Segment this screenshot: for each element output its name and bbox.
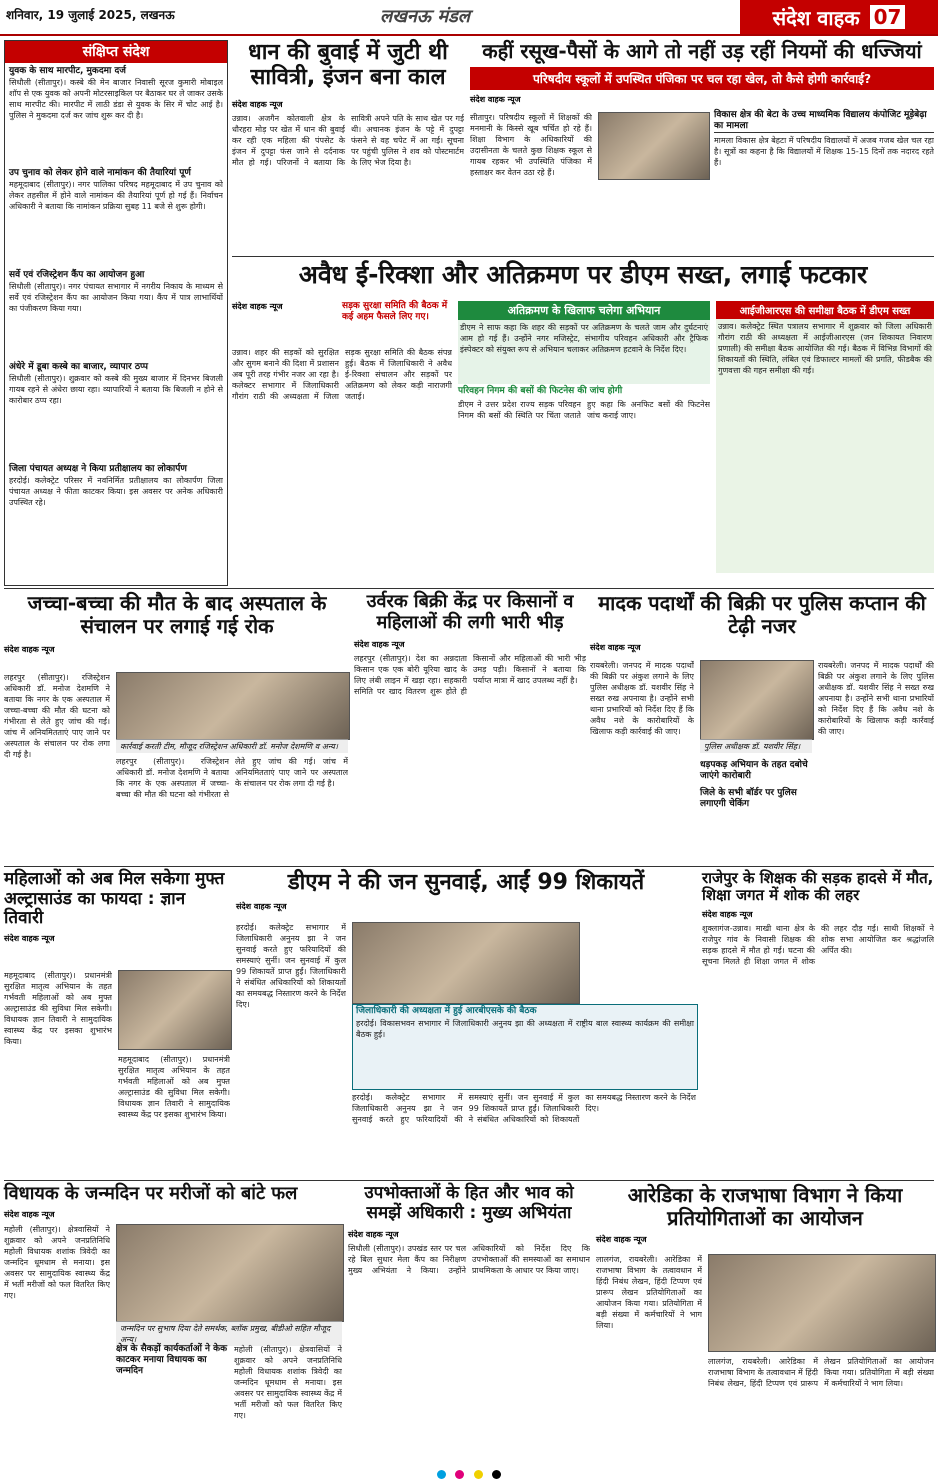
byline: संदेश वाहक न्यूज [348, 1230, 399, 1240]
brief-headline: जिला पंचायत अध्यक्ष ने किया प्रतीक्षालय का लोकार्पण [9, 464, 187, 474]
red-body: उन्नाव। कलेक्ट्रेट स्थित पत्रालय सभागार में शुक्रवार को जिला अधिकारी गौरांग राठी की अध्यक्षता में आईजीआरएस (जन शिकायत निवारण प्रणाली) की समीक्षा बैठक आयोजित की गई। बैठक में विभिन्न विभागों की शिकायतों की स्थिति, लंबित एवं डिफाल्टर मामलों की प्रगति, फीडबैक की गुणवत्ता की गहन समीक्षा की गई। [716, 319, 934, 573]
bullet-point: धड़पकड़ अभियान के तहत दबोचे जाएंगे कारोबारी [700, 760, 808, 781]
registration-marks [0, 1464, 938, 1477]
reg-dot [437, 1470, 446, 1479]
section-name: लखनऊ मंडल [380, 6, 470, 27]
headline: आरेडिका के राजभाषा विभाग ने किया प्रतियोगिताओं का आयोजन [627, 1183, 903, 1230]
reg-dot [455, 1470, 464, 1479]
box-title: विकास क्षेत्र की बेटा के उच्च माध्यमिक विद्यालय कंपोजिट मूड़ेबेढ़ा का मामला [714, 110, 934, 133]
story-body-cont: हरदोई। कलेक्ट्रेट सभागार में जिलाधिकारी अनुनय झा ने जन सुनवाई करते हुए फरियादियों की समस्याएं सुनीं। जन सुनवाई में कुल 99 शिकायतें प्राप्त हुईं। जिलाधिकारी ने संबंधित अधिकारियों को शिकायतों का समयबद्ध निस्तारण करने के निर्देश दिए। [352, 1093, 696, 1124]
brief-body: सिधौली (सीतापुर)। शुक्रवार को कस्बे की मुख्य बाजार में दिनभर बिजली गायब रहने से अंधेरा छाया रहा। व्यापारियों ने बताया कि बिजली न होने से कारोबार ठप्प रहा। [9, 374, 223, 405]
story-body: लहरपुर (सीतापुर)। रजिस्ट्रेशन अधिकारी डॉ. मनोज देशमणि ने बताया कि नगर के एक अस्पताल में जच्चा-बच्चा की मौत की घटना को गंभीरता से लेते हुए जांच की गई। जांच में अनियमितताएं पाए जाने पर अस्पताल के संचालन पर रोक लगा दी गई है। [4, 673, 110, 759]
photo-caption: जन्मदिन पर सुभाष दिया देते समर्थक, ब्लॉक प्रमुख, बीडीओ सहित मौजूद अन्य। [116, 1321, 342, 1346]
reg-dot [474, 1470, 483, 1479]
story-body: लालगंज, रायबरेली। आरेडिका में राजभाषा विभाग के तत्वावधान में हिंदी निबंध लेखन, हिंदी टिप्पण एवं प्रारूप लेखन प्रतियोगिताओं का आयोजन किया गया। प्रतियोगिता में बड़ी संख्या में कर्मचारियों ने भाग लिया। [596, 1255, 702, 1330]
green-body: डीएम ने साफ कहा कि शहर की सड़कों पर अतिक्रमण के चलते जाम और दुर्घटनाएं आम हो गई हैं। उन्होंने नगर मजिस्ट्रेट, संभागीय परिवहन अधिकारी और ट्रैफिक इंस्पेक्टर को संयुक्त रूप से अभियान चलाकर अतिक्रमण हटवाने के निर्देश दिए। [458, 320, 710, 384]
brief-headline: उप चुनाव को लेकर होने वाले नामांकन की तैयारियां पूर्ण [9, 168, 191, 178]
divider [4, 866, 934, 867]
story-photo [598, 112, 710, 180]
igrs-box [716, 301, 934, 581]
story-body: रायबरेली। जनपद में मादक पदार्थों की बिक्री पर अंकुश लगाने के लिए पुलिस अधीक्षक डॉ. यशवीर सिंह ने सख्त रुख अपनाया है। उन्होंने सभी थाना प्रभारियों को निर्देश दिए हैं कि अवैध नशे के कारोबारियों के खिलाफ कड़ी कार्रवाई की जाए। [590, 661, 694, 736]
byline: संदेश वाहक न्यूज [354, 640, 405, 650]
divider [4, 588, 934, 589]
headline: डीएम ने की जन सुनवाई, आईं 99 शिकायतें [287, 870, 645, 895]
pull-quote: सड़क सुरक्षा समिति की बैठक में कई अहम फैसले लिए गए। [342, 301, 448, 322]
headline-strip: परिषदीय स्कूलों में उपस्थित पंजिका पर चल रहा खेल, तो कैसे होगी कार्रवाई? [470, 67, 934, 90]
byline: संदेश वाहक न्यूज [470, 95, 521, 104]
story-photo [708, 1254, 936, 1352]
story-body-cont: रायबरेली। जनपद में मादक पदार्थों की बिक्री पर अंकुश लगाने के लिए पुलिस अधीक्षक डॉ. यशवीर सिंह ने सख्त रुख अपनाया है। उन्होंने सभी थाना प्रभारियों को निर्देश दिए हैं कि अवैध नशे के कारोबारियों के खिलाफ कड़ी कार्रवाई की जाए। [818, 661, 934, 736]
green-subhead: परिवहन निगम की बसों की फिटनेस की जांच होगी [458, 386, 623, 396]
brief-body: महमूदाबाद (सीतापुर)। नगर पालिका परिषद महमूदाबाद में उप चुनाव को लेकर तहसील में होने वाले नामांकन की तैयारियां पूर्ण हो गई हैं। निर्वाचन अधिकारी ने बताया कि नामांकन प्रक्रिया सुबह 11 बजे से शुरू होगी। [9, 180, 223, 211]
story-accident [702, 870, 934, 1176]
byline: संदेश वाहक न्यूज [596, 1235, 647, 1244]
story-fertilizer [354, 592, 586, 862]
issue-date: शनिवार, 19 जुलाई 2025, लखनऊ [6, 8, 175, 22]
red-strip: आईजीआरएस की समीक्षा बैठक में डीएम सख्त [716, 301, 934, 319]
story-body-cont: महोली (सीतापुर)। क्षेत्रवासियों ने शुक्रवार को अपने जनप्रतिनिधि महोली विधायक शशांक त्रिवेदी का जन्मदिन धूमधाम से मनाया। इस अवसर पर सामुदायिक स्वास्थ्य केंद्र में भर्ती मरीजों को फल वितरित किए गए। [234, 1345, 342, 1420]
byline: संदेश वाहक न्यूज [590, 643, 641, 652]
byline: संदेश वाहक न्यूज [232, 302, 283, 311]
headline: अवैध ई-रिक्शा और अतिक्रमण पर डीएम सख्त, लगाई फटकार [298, 260, 868, 289]
story-school [470, 40, 934, 250]
reg-dot [492, 1470, 501, 1479]
box-title: जिलाधिकारी की अध्यक्षता में हुई आरबीएसके की बैठक [356, 1006, 537, 1016]
encroachment-box [458, 301, 710, 581]
story-body-cont: महमूदाबाद (सीतापुर)। प्रधानमंत्री सुरक्षित मातृत्व अभियान के तहत गर्भवती महिलाओं को अब मुफ्त अल्ट्रासाउंड की सुविधा मिल सकेगी। विधायक ज्ञान तिवारी ने सामुदायिक स्वास्थ्य केंद्र पर इसका शुभारंभ किया। [118, 1055, 230, 1119]
story-body: लहरपुर (सीतापुर)। देश का अन्नदाता किसान एक एक बोरी यूरिया खाद के लिए लंबी लाइन में खड़ा रहा। सहकारी समिति पर खाद वितरण शुरू होते ही किसानों और महिलाओं की भारी भीड़ उमड़ पड़ी। किसानों ने बताया कि पर्याप्त मात्रा में खाद उपलब्ध नहीं है। [354, 654, 586, 697]
story-body: उन्नाव। शहर की सड़कों को सुरक्षित और सुगम बनाने की दिशा में प्रशासन अब पूरी तरह गंभीर नजर आ रहा है। कलेक्टर सभागार में जिलाधिकारी गौरांग राठी की अध्यक्षता में जिला सड़क सुरक्षा समिति की बैठक संपन्न हुई। बैठक में जिलाधिकारी ने अवैध ई-रिक्शा संचालन और सड़कों पर अतिक्रमण को लेकर कड़ी नाराजगी जताई। [232, 348, 452, 401]
story-body: उन्नाव। अजगैन कोतवाली क्षेत्र के धौरहरा मोड़ पर खेत में धान की बुवाई कर रही एक महिला की पंपसेट के इंजन में दुपट्टा फंस जाने से दर्दनाक मौत हो गई। परिजनों ने बताया कि सावित्री अपने पति के साथ खेत पर गई थी। अचानक इंजन के पट्टे में दुपट्टा फंसने से वह चपेट में आ गई। सूचना पर पहुंची पुलिस ने शव को पोस्टमार्टम के लिए भेज दिया है। [232, 113, 464, 167]
story-photo [352, 922, 580, 1004]
byline: संदेश वाहक न्यूज [4, 645, 55, 654]
story-photo [116, 1224, 344, 1322]
story-rajbhasha [596, 1184, 934, 1460]
brief-body: हरदोई। कलेक्ट्रेट परिसर में नवनिर्मित प्रतीक्षालय का लोकार्पण जिला पंचायत अध्यक्ष ने फीता काटकर किया। इस अवसर पर अनेक अधिकारी उपस्थित रहे। [9, 476, 223, 507]
brief-news-sidebar [4, 40, 228, 586]
box-body: मामला विकास क्षेत्र बेहटा में परिषदीय विद्यालयों में अजब गजब खेल चल रहा है। सूत्रों का कहना है कि विद्यालयों में शिक्षक 15-15 दिनों तक नदारद रहते हैं। [714, 136, 934, 167]
brief-body: सिधौली (सीतापुर)। नगर पंचायत सभागार में नगरीय निकाय के माध्यम से सर्वे एवं रजिस्ट्रेशन कैंप का आयोजन किया गया। कैंप में पात्र लाभार्थियों का पंजीकरण किया गया। [9, 282, 223, 313]
headline: महिलाओं को अब मिल सकेगा मुफ्त अल्ट्रासाउंड का फायदा : ज्ञान तिवारी [4, 869, 225, 929]
byline: संदेश वाहक न्यूज [4, 933, 55, 943]
story-drugs [590, 592, 934, 862]
story-consumer [348, 1184, 590, 1460]
byline: संदेश वाहक न्यूज [702, 909, 753, 919]
rbsk-box [352, 1004, 698, 1090]
info-box [714, 110, 934, 248]
headline: उर्वरक बिक्री केंद्र पर किसानों व महिलाओं की लगी भारी भीड़ [366, 591, 574, 633]
story-photo [116, 672, 350, 740]
photo-caption: कार्रवाई करती टीम, मौजूद रजिस्ट्रेशन अधिकारी डॉ. मनोज देशमणि व अन्य। [116, 739, 348, 753]
story-body: सिधौली (सीतापुर)। उपखंड स्तर पर चल रहे बिल सुधार मेला कैंप का निरीक्षण मुख्य अभियंता ने किया। उन्होंने अधिकारियों को निर्देश दिए कि उपभोक्ताओं की समस्याओं का समाधान प्राथमिकता के आधार पर किया जाए। [348, 1244, 590, 1276]
headline: कहीं रसूख-पैसों के आगे तो नहीं उड़ रहीं नियमों की धज्जियां [482, 39, 922, 63]
divider [4, 1180, 934, 1181]
green-strip: अतिक्रमण के खिलाफ चलेगा अभियान [458, 301, 710, 320]
brief-body: सिधौली (सीतापुर)। कस्बे की मेन बाजार निवासी सूरज कुमारी मोबाइल शॉप से एक युवक को अपनी मोटरसाइकिल पर बैठाकर घर ले जाकर उसके साथ मारपीट की। मारपीट में लाठी डंडा से युवक के सिर में चोट आई है। पुलिस ने मुकदमा दर्ज कर जांच शुरू कर दी है। [9, 78, 223, 120]
masthead [740, 0, 938, 34]
brief-headline: सर्वे एवं रजिस्ट्रेशन कैंप का आयोजन हुआ [9, 270, 145, 280]
headline: धान की बुवाई में जुटी थी सावित्री, इंजन बना काल [248, 40, 448, 91]
page-number: 07 [870, 5, 906, 29]
sidebar-title: संक्षिप्त संदेश [5, 41, 227, 63]
photo-caption: पुलिस अधीक्षक डॉ. यशवीर सिंह। [700, 739, 812, 753]
story-body-cont: लालगंज, रायबरेली। आरेडिका में राजभाषा विभाग के तत्वावधान में हिंदी निबंध लेखन, हिंदी टिप्पण एवं प्रारूप लेखन प्रतियोगिताओं का आयोजन किया गया। प्रतियोगिता में बड़ी संख्या में कर्मचारियों ने भाग लिया। [708, 1357, 934, 1388]
headline: राजेपुर के शिक्षक की सड़क हादसे में मौत, शिक्षा जगत में शोक की लहर [702, 869, 934, 905]
story-photo [118, 970, 232, 1050]
byline: संदेश वाहक न्यूज [4, 1209, 55, 1219]
box-body: हरदोई। विकासभवन सभागार में जिलाधिकारी अनुनय झा की अध्यक्षता में राष्ट्रीय बाल स्वास्थ्य कार्यक्रम की समीक्षा बैठक हुई। [356, 1019, 694, 1039]
story-body: हरदोई। कलेक्ट्रेट सभागार में जिलाधिकारी अनुनय झा ने जन सुनवाई करते हुए फरियादियों की समस्याएं सुनीं। जन सुनवाई में कुल 99 शिकायतें प्राप्त हुईं। जिलाधिकारी ने संबंधित अधिकारियों को शिकायतों का समयबद्ध निस्तारण करने के निर्देश दिए। [236, 923, 346, 1009]
story-savitri [232, 40, 464, 250]
story-jansunvai [236, 870, 696, 1176]
bullet-point: जिले के सभी बॉर्डर पर पुलिस लगाएगी चेकिंग [700, 788, 797, 809]
headline: जच्चा-बच्चा की मौत के बाद अस्पताल के संचालन पर लगाई गई रोक [27, 591, 327, 638]
page-header [0, 0, 938, 36]
story-dm [232, 256, 934, 583]
brief-headline: युवक के साथ मारपीट, मुकदमा दर्ज [9, 66, 126, 76]
story-body: शुक्लागंज-उन्नाव। माखी थाना क्षेत्र के राजेपुर गांव के निवासी शिक्षक की सड़क हादसे में मौत हो गई। घटना की सूचना मिलते ही शिक्षा जगत में शोक की लहर दौड़ गई। साथी शिक्षकों ने शोक सभा आयोजित कर श्रद्धांजलि अर्पित की। [702, 923, 934, 966]
story-body: सीतापुर। परिषदीय स्कूलों में शिक्षकों की मनमानी के किस्से खूब चर्चित हो रहे हैं। शिक्षा विभाग के अधिकारियों की उदासीनता के चलते कुछ शिक्षक स्कूल से गायब रहकर भी उपस्थिति पंजिका में हस्ताक्षर कर वेतन उठा रहे हैं। [470, 113, 592, 177]
headline: मादक पदार्थों की बिक्री पर पुलिस कप्तान की टेढ़ी नजर [598, 591, 926, 638]
story-fruits [4, 1184, 342, 1460]
pull-quote: क्षेत्र के सैकड़ों कार्यकर्ताओं ने केक काटकर मनाया विधायक का जन्मदिन [116, 1344, 227, 1376]
officer-photo [700, 660, 814, 740]
headline: उपभोक्ताओं के हित और भाव को समझें अधिकारी : मुख्य अभियंता [364, 1183, 574, 1223]
story-ultrasound [4, 870, 230, 1176]
story-body: महोली (सीतापुर)। क्षेत्रवासियों ने शुक्रवार को अपने जनप्रतिनिधि महोली विधायक शशांक त्रिवेदी का जन्मदिन धूमधाम से मनाया। इस अवसर पर सामुदायिक स्वास्थ्य केंद्र में भर्ती मरीजों को फल वितरित किए गए। [4, 1225, 110, 1300]
byline: संदेश वाहक न्यूज [236, 902, 287, 912]
story-hospital [4, 592, 350, 862]
brief-headline: अंधेरे में डूबा कस्बे का बाजार, व्यापार ठप्प [9, 362, 148, 372]
byline: संदेश वाहक न्यूज [232, 99, 283, 109]
headline: विधायक के जन्मदिन पर मरीजों को बांटे फल [4, 1183, 298, 1204]
story-body: महमूदाबाद (सीतापुर)। प्रधानमंत्री सुरक्षित मातृत्व अभियान के तहत गर्भवती महिलाओं को अब मुफ्त अल्ट्रासाउंड की सुविधा मिल सकेगी। विधायक ज्ञान तिवारी ने सामुदायिक स्वास्थ्य केंद्र पर इसका शुभारंभ किया। [4, 971, 112, 1046]
green-body-2: डीएम ने उत्तर प्रदेश राज्य सड़क परिवहन निगम की बसों की स्थिति पर चिंता जताते हुए कहा कि अनफिट बसों की फिटनेस जांच कराई जाए। [458, 400, 710, 420]
story-body-cont: लहरपुर (सीतापुर)। रजिस्ट्रेशन अधिकारी डॉ. मनोज देशमणि ने बताया कि नगर के एक अस्पताल में जच्चा-बच्चा की मौत की घटना को गंभीरता से लेते हुए जांच की गई। जांच में अनियमितताएं पाए जाने पर अस्पताल के संचालन पर रोक लगा दी गई है। [116, 757, 348, 799]
brand-name: संदेश वाहक [772, 5, 860, 30]
